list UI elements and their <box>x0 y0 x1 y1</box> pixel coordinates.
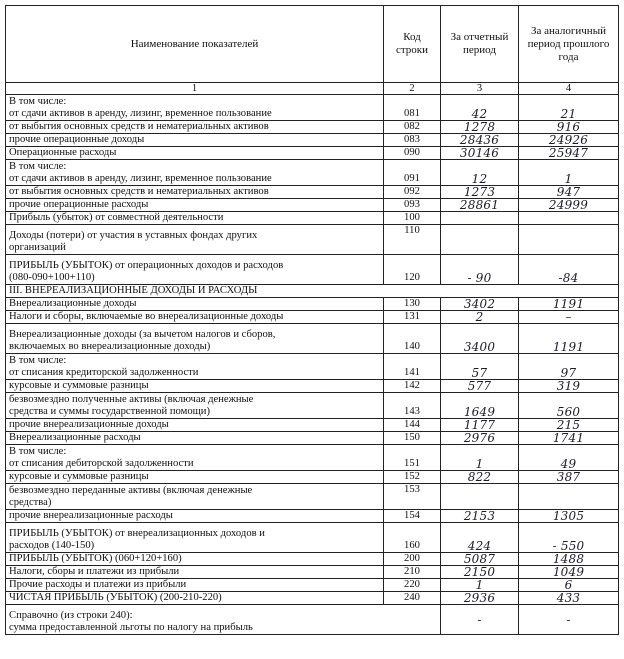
line-code: 143 <box>384 393 441 419</box>
previous-period-value: -84 <box>519 255 619 285</box>
indicator-name-line: В том числе: <box>9 446 67 457</box>
indicator-name-line: от списания дебиторской задолженности <box>9 458 194 469</box>
table-row <box>6 523 619 553</box>
header-previous-period: За аналогичный период прошлого года <box>519 6 619 83</box>
previous-period-value <box>519 212 619 225</box>
table-row <box>6 354 619 380</box>
table-row <box>6 393 619 419</box>
section-header-row <box>6 285 619 298</box>
previous-period-value: 916 <box>519 121 619 134</box>
table-row <box>6 380 619 393</box>
table-row <box>6 605 619 635</box>
table-row <box>6 311 619 324</box>
previous-period-value: 24926 <box>519 134 619 147</box>
indicator-name-line: ЧИСТАЯ ПРИБЫЛЬ (УБЫТОК) (200-210-220) <box>9 592 222 603</box>
indicator-name-line: от сдачи активов в аренду, лизинг, временное пользование <box>9 173 272 184</box>
indicator-name-line: ПРИБЫЛЬ (УБЫТОК) от операционных доходов и расходов <box>9 260 284 271</box>
previous-period-value: 1191 <box>519 324 619 354</box>
current-period-value: 2153 <box>441 510 519 523</box>
indicator-name-line: от выбытия основных средств и нематериальных активов <box>9 121 269 132</box>
indicator-name <box>6 380 384 393</box>
previous-period-value: 215 <box>519 419 619 432</box>
income-statement-sheet <box>5 5 618 635</box>
indicator-name <box>6 432 384 445</box>
indicator-name <box>6 605 441 635</box>
previous-period-value: 6 <box>519 579 619 592</box>
column-number-row <box>6 83 619 95</box>
indicator-name-line: средства и суммы государственной помощи) <box>9 406 210 417</box>
indicator-name-line: Налоги, сборы и платежи из прибыли <box>9 566 180 577</box>
header-row <box>6 6 619 83</box>
indicator-name <box>6 393 384 419</box>
indicator-name-line: Внереализационные доходы <box>9 298 137 309</box>
table-body <box>6 95 619 635</box>
indicator-name <box>6 95 384 121</box>
indicator-name-line: Доходы (потери) от участия в уставных фондах других <box>9 230 258 241</box>
current-period-value: 3400 <box>441 324 519 354</box>
line-code: 091 <box>384 160 441 186</box>
line-code: 151 <box>384 445 441 471</box>
indicator-name-line: безвозмездно переданные активы (включая денежные <box>9 485 253 496</box>
current-period-value: - 90 <box>441 255 519 285</box>
indicator-name <box>6 311 384 324</box>
indicator-name-line: Внереализационные расходы <box>9 432 141 443</box>
table-row <box>6 484 619 510</box>
line-code: 153 <box>384 484 441 510</box>
previous-period-value: 25947 <box>519 147 619 160</box>
indicator-name <box>6 212 384 225</box>
previous-period-value: 560 <box>519 393 619 419</box>
line-code: 110 <box>384 225 441 255</box>
line-code: 144 <box>384 419 441 432</box>
indicator-name-line: В том числе: <box>9 161 67 172</box>
table-row <box>6 324 619 354</box>
line-code: 220 <box>384 579 441 592</box>
current-period-value: 12 <box>441 160 519 186</box>
indicator-name <box>6 225 384 255</box>
current-period-value: 1649 <box>441 393 519 419</box>
indicator-name <box>6 592 384 605</box>
indicator-name-line: Прибыль (убыток) от совместной деятельности <box>9 212 224 223</box>
table-row <box>6 445 619 471</box>
current-period-value: 1177 <box>441 419 519 432</box>
table-row <box>6 186 619 199</box>
line-code: 150 <box>384 432 441 445</box>
previous-period-value <box>519 484 619 510</box>
table-row <box>6 510 619 523</box>
table-row <box>6 212 619 225</box>
indicator-name <box>6 199 384 212</box>
previous-period-value: 947 <box>519 186 619 199</box>
table-row <box>6 225 619 255</box>
indicator-name-line: В том числе: <box>9 355 67 366</box>
line-code: 160 <box>384 523 441 553</box>
current-period-value: 2150 <box>441 566 519 579</box>
indicator-name <box>6 121 384 134</box>
column-number: 4 <box>519 83 619 95</box>
line-code: 100 <box>384 212 441 225</box>
indicator-name-line: от списания кредиторской задолженности <box>9 367 199 378</box>
indicator-name-line: В том числе: <box>9 96 67 107</box>
table-row <box>6 579 619 592</box>
indicator-name <box>6 471 384 484</box>
current-period-value: 2936 <box>441 592 519 605</box>
indicator-name <box>6 354 384 380</box>
indicator-name <box>6 445 384 471</box>
line-code: 081 <box>384 95 441 121</box>
indicator-name <box>6 484 384 510</box>
indicator-name <box>6 298 384 311</box>
indicator-name <box>6 255 384 285</box>
indicator-name-line: сумма предоставленной льготы по налогу на прибыль <box>9 622 253 633</box>
table-row <box>6 121 619 134</box>
current-period-value: 1 <box>441 579 519 592</box>
indicator-name-line: прочие внереализационные доходы <box>9 419 169 430</box>
column-number: 2 <box>384 83 441 95</box>
indicator-name-line: курсовые и суммовые разницы <box>9 471 149 482</box>
previous-period-value: 24999 <box>519 199 619 212</box>
indicator-name-line: организаций <box>9 242 66 253</box>
line-code: 090 <box>384 147 441 160</box>
current-period-value: 424 <box>441 523 519 553</box>
current-period-value: 5087 <box>441 553 519 566</box>
table-row <box>6 147 619 160</box>
indicator-name-line: Налоги и сборы, включаемые во внереализационные доходы <box>9 311 284 322</box>
table-row <box>6 95 619 121</box>
current-period-value: 30146 <box>441 147 519 160</box>
line-code: 240 <box>384 592 441 605</box>
header-current-period: За отчетный период <box>441 6 519 83</box>
table-row <box>6 134 619 147</box>
previous-period-value: 21 <box>519 95 619 121</box>
header-name: Наименование показателей <box>6 6 384 83</box>
previous-period-value: 387 <box>519 471 619 484</box>
table-row <box>6 471 619 484</box>
current-period-value: 822 <box>441 471 519 484</box>
table-row <box>6 566 619 579</box>
column-number: 3 <box>441 83 519 95</box>
indicator-name-line: ПРИБЫЛЬ (УБЫТОК) от внереализационных доходов и <box>9 528 265 539</box>
indicator-name-line: Внереализационные доходы (за вычетом налогов и сборов, <box>9 329 276 340</box>
current-period-value: 28861 <box>441 199 519 212</box>
indicator-name-line: Прочие расходы и платежи из прибыли <box>9 579 187 590</box>
indicator-name <box>6 186 384 199</box>
previous-period-value: 1305 <box>519 510 619 523</box>
line-code: 083 <box>384 134 441 147</box>
indicator-name-line: прочие операционные доходы <box>9 134 145 145</box>
indicator-name <box>6 419 384 432</box>
previous-period-value: – <box>519 311 619 324</box>
indicator-name-line: (080-090+100+110) <box>9 272 95 283</box>
indicator-name-line: безвозмездно полученные активы (включая денежные <box>9 394 254 405</box>
current-period-value: 577 <box>441 380 519 393</box>
previous-period-value: - 550 <box>519 523 619 553</box>
financial-table <box>5 5 619 635</box>
section-title: III. ВНЕРЕАЛИЗАЦИОННЫЕ ДОХОДЫ И РАСХОДЫ <box>6 285 619 298</box>
line-code: 141 <box>384 354 441 380</box>
indicator-name-line: Операционные расходы <box>9 147 117 158</box>
previous-period-value <box>519 225 619 255</box>
current-period-value: 42 <box>441 95 519 121</box>
line-code: 092 <box>384 186 441 199</box>
indicator-name <box>6 553 384 566</box>
line-code: 142 <box>384 380 441 393</box>
line-code: 082 <box>384 121 441 134</box>
line-code: 120 <box>384 255 441 285</box>
previous-period-value: 1 <box>519 160 619 186</box>
indicator-name-line: прочие операционные расходы <box>9 199 149 210</box>
indicator-name <box>6 523 384 553</box>
previous-period-value: 1191 <box>519 298 619 311</box>
line-code: 140 <box>384 324 441 354</box>
current-period-value: - <box>441 605 519 635</box>
indicator-name-line: Справочно (из строки 240): <box>9 610 133 621</box>
indicator-name-line: включаемых во внереализационные доходы) <box>9 341 211 352</box>
line-code: 210 <box>384 566 441 579</box>
current-period-value: 57 <box>441 354 519 380</box>
line-code: 131 <box>384 311 441 324</box>
line-code: 130 <box>384 298 441 311</box>
indicator-name-line: прочие внереализационные расходы <box>9 510 173 521</box>
indicator-name-line: ПРИБЫЛЬ (УБЫТОК) (060+120+160) <box>9 553 182 564</box>
line-code: 200 <box>384 553 441 566</box>
indicator-name <box>6 147 384 160</box>
current-period-value: 2 <box>441 311 519 324</box>
indicator-name-line: расходов (140-150) <box>9 540 95 551</box>
table-row <box>6 592 619 605</box>
header-code: Код строки <box>384 6 441 83</box>
indicator-name-line: курсовые и суммовые разницы <box>9 380 149 391</box>
current-period-value: 1 <box>441 445 519 471</box>
previous-period-value: 49 <box>519 445 619 471</box>
current-period-value <box>441 212 519 225</box>
indicator-name-line: от сдачи активов в аренду, лизинг, временное пользование <box>9 108 272 119</box>
current-period-value: 1273 <box>441 186 519 199</box>
indicator-name <box>6 579 384 592</box>
current-period-value: 1278 <box>441 121 519 134</box>
previous-period-value: 1049 <box>519 566 619 579</box>
current-period-value: 2976 <box>441 432 519 445</box>
previous-period-value: 97 <box>519 354 619 380</box>
previous-period-value: 433 <box>519 592 619 605</box>
line-code: 154 <box>384 510 441 523</box>
table-row <box>6 553 619 566</box>
previous-period-value: 319 <box>519 380 619 393</box>
current-period-value: 28436 <box>441 134 519 147</box>
previous-period-value: 1741 <box>519 432 619 445</box>
previous-period-value: - <box>519 605 619 635</box>
column-number: 1 <box>6 83 384 95</box>
indicator-name-line: от выбытия основных средств и нематериальных активов <box>9 186 269 197</box>
indicator-name <box>6 566 384 579</box>
table-row <box>6 298 619 311</box>
indicator-name <box>6 324 384 354</box>
table-row <box>6 419 619 432</box>
indicator-name <box>6 160 384 186</box>
table-row <box>6 199 619 212</box>
indicator-name <box>6 510 384 523</box>
current-period-value: 3402 <box>441 298 519 311</box>
table-row <box>6 160 619 186</box>
line-code: 152 <box>384 471 441 484</box>
table-row <box>6 255 619 285</box>
table-row <box>6 432 619 445</box>
indicator-name-line: средства) <box>9 497 52 508</box>
line-code: 093 <box>384 199 441 212</box>
current-period-value <box>441 484 519 510</box>
current-period-value <box>441 225 519 255</box>
previous-period-value: 1488 <box>519 553 619 566</box>
indicator-name <box>6 134 384 147</box>
